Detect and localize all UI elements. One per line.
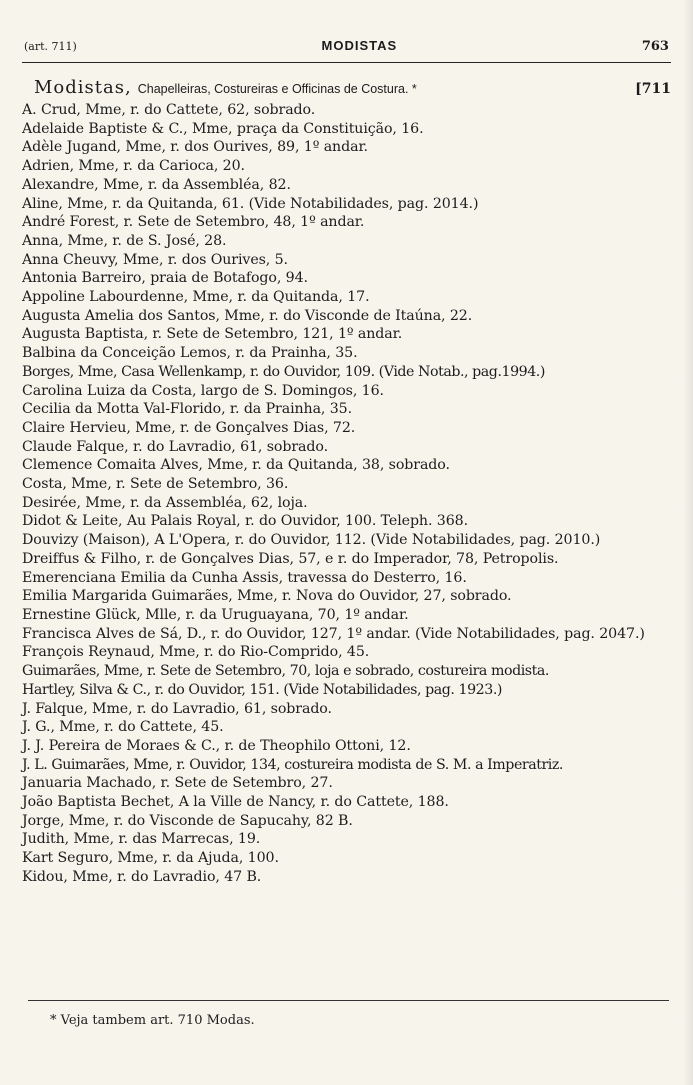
list-item: Douvizy (Maison), A L'Opera, r. do Ouvidor, 112. (Vide Notabilidades, pag. 2010.) (22, 532, 601, 549)
list-item: Jorge, Mme, r. do Visconde de Sapucahy, 82 B. (22, 812, 353, 829)
list-item: Ernestine Glück, Mlle, r. da Uruguayana, 70, 1º andar. (22, 606, 409, 623)
list-item: Didot & Leite, Au Palais Royal, r. do Ouvidor, 100. Teleph. 368. (22, 513, 468, 530)
list-item: Adelaide Baptiste & C., Mme, praça da Constituição, 16. (22, 120, 424, 137)
list-item: Kart Seguro, Mme, r. da Ajuda, 100. (22, 850, 279, 867)
list-item: Kidou, Mme, r. do Lavradio, 47 B. (22, 868, 262, 885)
list-item: Carolina Luiza da Costa, largo de S. Domingos, 16. (22, 382, 384, 399)
list-item: Clemence Comaita Alves, Mme, r. da Quitanda, 38, sobrado. (22, 457, 450, 474)
list-item: Cecilia da Motta Val-Florido, r. da Prainha, 35. (22, 401, 353, 418)
section-number: [711 (635, 81, 671, 97)
list-item: Anna, Mme, r. de S. José, 28. (22, 232, 227, 249)
list-item: Dreiffus & Filho, r. de Gonçalves Dias, 57, e r. do Imperador, 78, Petropolis. (22, 550, 559, 567)
page-heading: MODISTAS (321, 38, 398, 53)
article-reference: (art. 711) (24, 40, 77, 53)
running-head (24, 38, 669, 60)
list-item: Hartley, Silva & C., r. do Ouvidor, 151. (Vide Notabilidades, pag. 1923.) (22, 681, 502, 698)
section-title-main: Modistas, (34, 77, 132, 98)
list-item: Claire Hervieu, Mme, r. de Gonçalves Dias, 72. (22, 419, 356, 436)
list-item: A. Crud, Mme, r. do Cattete, 62, sobrado. (22, 102, 316, 118)
page-edge-shadow (683, 0, 693, 1085)
footnote: * Veja tambem art. 710 Modas. (50, 1013, 255, 1028)
list-item: Alexandre, Mme, r. da Assembléa, 82. (22, 176, 291, 193)
list-item: Guimarães, Mme, r. Sete de Setembro, 70, loja e sobrado, costureira modista. (22, 663, 549, 680)
list-item: Claude Falque, r. do Lavradio, 61, sobrado. (22, 438, 328, 455)
list-item: Costa, Mme, r. Sete de Setembro, 36. (22, 476, 289, 493)
list-item: J. G., Mme, r. do Cattete, 45. (22, 719, 224, 736)
entry-list (22, 101, 671, 887)
list-item: Emerenciana Emilia da Cunha Assis, travessa do Desterro, 16. (22, 569, 467, 586)
list-item: João Baptista Bechet, A la Ville de Nancy, r. do Cattete, 188. (22, 794, 449, 811)
list-item: Adèle Jugand, Mme, r. dos Ourives, 89, 1º andar. (22, 139, 368, 156)
list-item: Francisca Alves de Sá, D., r. do Ouvidor, 127, 1º andar. (Vide Notabilidades, pag. 2047.) (22, 625, 645, 642)
list-item: Anna Cheuvy, Mme, r. dos Ourives, 5. (22, 251, 288, 268)
list-item: J. Falque, Mme, r. do Lavradio, 61, sobrado. (22, 700, 332, 717)
page-number: 763 (641, 39, 669, 54)
header-rule (22, 62, 671, 63)
list-item: Borges, Mme, Casa Wellenkamp, r. do Ouvidor, 109. (Vide Notab., pag.1994.) (22, 363, 545, 380)
list-item: J. J. Pereira de Moraes & C., r. de Theophilo Ottoni, 12. (22, 737, 411, 754)
list-item: Aline, Mme, r. da Quitanda, 61. (Vide Notabilidades, pag. 2014.) (22, 195, 479, 212)
section-subtitle: Chapelleiras, Costureiras e Officinas de Costura. * (137, 82, 417, 96)
list-item: Augusta Amelia dos Santos, Mme, r. do Visconde de Itaúna, 22. (22, 307, 473, 324)
list-item: J. L. Guimarães, Mme, r. Ouvidor, 134, costureira modista de S. M. a Imperatriz. (22, 756, 563, 773)
list-item: Balbina da Conceição Lemos, r. da Prainha, 35. (22, 345, 358, 362)
list-item: Emilia Margarida Guimarães, Mme, r. Nova do Ouvidor, 27, sobrado. (22, 588, 512, 605)
list-item: Augusta Baptista, r. Sete de Setembro, 121, 1º andar. (22, 326, 403, 343)
list-item: Adrien, Mme, r. da Carioca, 20. (22, 158, 245, 175)
footnote-rule (28, 1000, 669, 1001)
list-item: Antonia Barreiro, praia de Botafogo, 94. (22, 270, 308, 287)
list-item: André Forest, r. Sete de Setembro, 48, 1º andar. (22, 214, 365, 231)
list-item: François Reynaud, Mme, r. do Rio-Comprido, 45. (22, 644, 370, 661)
section-title (34, 77, 671, 101)
list-item: Appoline Labourdenne, Mme, r. da Quitanda, 17. (22, 289, 370, 306)
list-item: Januaria Machado, r. Sete de Setembro, 27. (22, 775, 333, 792)
list-item: Desirée, Mme, r. da Assembléa, 62, loja. (22, 494, 308, 511)
list-item: Judith, Mme, r. das Marrecas, 19. (22, 831, 261, 848)
